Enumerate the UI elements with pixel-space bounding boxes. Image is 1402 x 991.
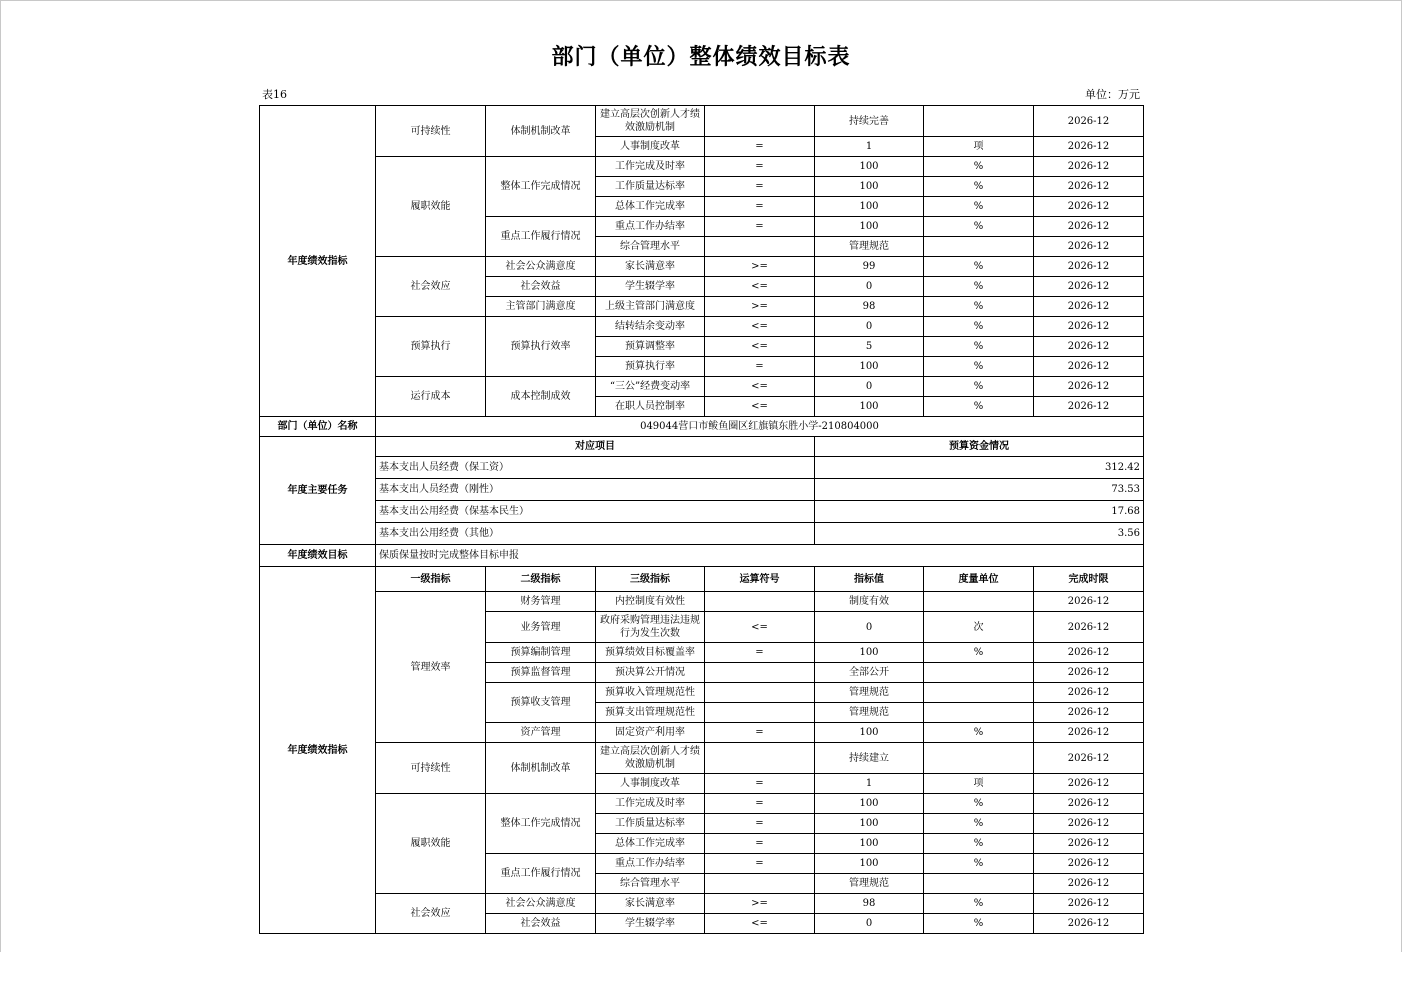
value-cell: 100: [815, 217, 924, 237]
l3-cell: 工作完成及时率: [596, 157, 705, 177]
l1-cell: 预算执行: [376, 317, 486, 377]
value-cell: 管理规范: [815, 874, 924, 894]
unit-cell: %: [924, 643, 1034, 663]
l3-cell: 人事制度改革: [596, 137, 705, 157]
deadline-cell: 2026-12: [1034, 317, 1144, 337]
unit-cell: %: [924, 377, 1034, 397]
task-name: 基本支出人员经费（保工资）: [376, 457, 815, 479]
unit-cell: %: [924, 794, 1034, 814]
row-label-annual-tasks: 年度主要任务: [260, 437, 376, 545]
row-label-annual-indicators: 年度绩效指标: [260, 106, 376, 417]
l2-cell: 财务管理: [486, 592, 596, 612]
task-amount: 17.68: [815, 501, 1144, 523]
table-row: [260, 417, 1144, 437]
task-name: 基本支出人员经费（刚性）: [376, 479, 815, 501]
op-cell: =: [705, 794, 815, 814]
deadline-cell: 2026-12: [1034, 157, 1144, 177]
table-row: [260, 794, 1144, 814]
deadline-cell: 2026-12: [1034, 814, 1144, 834]
table-row: [260, 545, 1144, 567]
deadline-cell: 2026-12: [1034, 277, 1144, 297]
header-l3: 三级指标: [596, 567, 705, 592]
l2-cell: 重点工作履行情况: [486, 217, 596, 257]
value-cell: 100: [815, 834, 924, 854]
l2-cell: 社会公众满意度: [486, 257, 596, 277]
deadline-cell: 2026-12: [1034, 894, 1144, 914]
value-cell: 100: [815, 643, 924, 663]
unit-cell: 项: [924, 774, 1034, 794]
unit-cell: %: [924, 297, 1034, 317]
op-cell: <=: [705, 397, 815, 417]
page-title: 部门（单位）整体绩效目标表: [551, 45, 851, 70]
header-deadline: 完成时限: [1034, 567, 1144, 592]
task-header-project: 对应项目: [376, 437, 815, 457]
l3-cell: 综合管理水平: [596, 874, 705, 894]
goal-text: 保质保量按时完成整体目标申报: [376, 545, 1144, 567]
unit-cell: %: [924, 217, 1034, 237]
unit-cell: [924, 592, 1034, 612]
op-cell: =: [705, 814, 815, 834]
l3-cell: 工作质量达标率: [596, 177, 705, 197]
l2-cell: 整体工作完成情况: [486, 157, 596, 217]
deadline-cell: 2026-12: [1034, 794, 1144, 814]
value-cell: 5: [815, 337, 924, 357]
row-label-annual-indicators: 年度绩效指标: [260, 567, 376, 934]
value-cell: 1: [815, 137, 924, 157]
table-row: [260, 106, 1144, 137]
deadline-cell: 2026-12: [1034, 337, 1144, 357]
table-row: [260, 457, 1144, 479]
unit-cell: [924, 663, 1034, 683]
unit-cell: %: [924, 814, 1034, 834]
unit-cell: [924, 237, 1034, 257]
value-cell: 98: [815, 894, 924, 914]
value-cell: 100: [815, 157, 924, 177]
performance-table: [259, 105, 1144, 934]
op-cell: =: [705, 774, 815, 794]
unit-cell: 项: [924, 137, 1034, 157]
deadline-cell: 2026-12: [1034, 643, 1144, 663]
table-row: [260, 377, 1144, 397]
row-label-annual-goal: 年度绩效目标: [260, 545, 376, 567]
l2-cell: 预算收支管理: [486, 683, 596, 723]
op-cell: =: [705, 834, 815, 854]
deadline-cell: 2026-12: [1034, 834, 1144, 854]
unit-label: 单位：万元: [1085, 88, 1140, 101]
op-cell: =: [705, 177, 815, 197]
l2-cell: 整体工作完成情况: [486, 794, 596, 854]
unit-cell: [924, 703, 1034, 723]
table-row: [260, 743, 1144, 774]
l3-cell: 总体工作完成率: [596, 197, 705, 217]
op-cell: [705, 592, 815, 612]
op-cell: [705, 237, 815, 257]
l2-cell: 资产管理: [486, 723, 596, 743]
l3-cell: 学生辍学率: [596, 277, 705, 297]
value-cell: 98: [815, 297, 924, 317]
op-cell: =: [705, 723, 815, 743]
op-cell: =: [705, 357, 815, 377]
unit-cell: %: [924, 397, 1034, 417]
l3-cell: “三公”经费变动率: [596, 377, 705, 397]
deadline-cell: 2026-12: [1034, 683, 1144, 703]
op-cell: [705, 743, 815, 774]
l3-cell: 家长满意率: [596, 894, 705, 914]
task-name: 基本支出公用经费（其他）: [376, 523, 815, 545]
unit-cell: %: [924, 357, 1034, 377]
l2-cell: 主管部门满意度: [486, 297, 596, 317]
value-cell: 0: [815, 612, 924, 643]
deadline-cell: 2026-12: [1034, 177, 1144, 197]
unit-cell: [924, 106, 1034, 137]
l2-cell: 社会公众满意度: [486, 894, 596, 914]
deadline-cell: 2026-12: [1034, 723, 1144, 743]
unit-cell: %: [924, 723, 1034, 743]
l3-cell: 总体工作完成率: [596, 834, 705, 854]
l3-cell: 重点工作办结率: [596, 217, 705, 237]
unit-cell: %: [924, 257, 1034, 277]
op-cell: =: [705, 854, 815, 874]
value-cell: 99: [815, 257, 924, 277]
l3-cell: 预算调整率: [596, 337, 705, 357]
page-cutoff: [0, 952, 1402, 991]
task-amount: 73.53: [815, 479, 1144, 501]
l3-cell: 家长满意率: [596, 257, 705, 277]
value-cell: 全部公开: [815, 663, 924, 683]
task-header-budget: 预算资金情况: [815, 437, 1144, 457]
deadline-cell: 2026-12: [1034, 397, 1144, 417]
l3-cell: 在职人员控制率: [596, 397, 705, 417]
l3-cell: 内控制度有效性: [596, 592, 705, 612]
deadline-cell: 2026-12: [1034, 257, 1144, 277]
op-cell: <=: [705, 377, 815, 397]
unit-cell: %: [924, 157, 1034, 177]
table-row: [260, 567, 1144, 592]
value-cell: 100: [815, 197, 924, 217]
value-cell: 0: [815, 277, 924, 297]
l2-cell: 体制机制改革: [486, 743, 596, 794]
unit-cell: [924, 743, 1034, 774]
table-row: [260, 523, 1144, 545]
op-cell: [705, 703, 815, 723]
row-label-dept-name: 部门（单位）名称: [260, 417, 376, 437]
l2-cell: 成本控制成效: [486, 377, 596, 417]
value-cell: 1: [815, 774, 924, 794]
op-cell: >=: [705, 297, 815, 317]
value-cell: 持续完善: [815, 106, 924, 137]
op-cell: =: [705, 157, 815, 177]
l1-cell: 运行成本: [376, 377, 486, 417]
value-cell: 管理规范: [815, 237, 924, 257]
l3-cell: 预算绩效目标覆盖率: [596, 643, 705, 663]
l3-cell: 建立高层次创新人才绩效激励机制: [596, 743, 705, 774]
header-value: 指标值: [815, 567, 924, 592]
op-cell: [705, 683, 815, 703]
op-cell: [705, 874, 815, 894]
table-row: [260, 501, 1144, 523]
value-cell: 管理规范: [815, 683, 924, 703]
l2-cell: 预算编制管理: [486, 643, 596, 663]
l3-cell: 工作完成及时率: [596, 794, 705, 814]
l1-cell: 履职效能: [376, 157, 486, 257]
unit-cell: %: [924, 197, 1034, 217]
op-cell: <=: [705, 317, 815, 337]
l2-cell: 业务管理: [486, 612, 596, 643]
deadline-cell: 2026-12: [1034, 663, 1144, 683]
task-name: 基本支出公用经费（保基本民生）: [376, 501, 815, 523]
unit-cell: %: [924, 317, 1034, 337]
deadline-cell: 2026-12: [1034, 217, 1144, 237]
l3-cell: 综合管理水平: [596, 237, 705, 257]
l3-cell: 工作质量达标率: [596, 814, 705, 834]
value-cell: 制度有效: [815, 592, 924, 612]
l1-cell: 履职效能: [376, 794, 486, 894]
deadline-cell: 2026-12: [1034, 137, 1144, 157]
l2-cell: 预算监督管理: [486, 663, 596, 683]
deadline-cell: 2026-12: [1034, 377, 1144, 397]
dept-name-value: 049044营口市鲅鱼圈区红旗镇东胜小学-210804000: [376, 417, 1144, 437]
table-row: [260, 257, 1144, 277]
header-unit: 度量单位: [924, 567, 1034, 592]
op-cell: =: [705, 643, 815, 663]
op-cell: >=: [705, 257, 815, 277]
op-cell: <=: [705, 337, 815, 357]
deadline-cell: 2026-12: [1034, 703, 1144, 723]
l2-cell: 社会效益: [486, 914, 596, 934]
l3-cell: 上级主管部门满意度: [596, 297, 705, 317]
l3-cell: 预算执行率: [596, 357, 705, 377]
l1-cell: 管理效率: [376, 592, 486, 743]
value-cell: 0: [815, 377, 924, 397]
value-cell: 100: [815, 177, 924, 197]
value-cell: 0: [815, 914, 924, 934]
deadline-cell: 2026-12: [1034, 357, 1144, 377]
value-cell: 持续建立: [815, 743, 924, 774]
value-cell: 100: [815, 814, 924, 834]
l1-cell: 可持续性: [376, 743, 486, 794]
deadline-cell: 2026-12: [1034, 237, 1144, 257]
unit-cell: [924, 683, 1034, 703]
l3-cell: 建立高层次创新人才绩效激励机制: [596, 106, 705, 137]
l1-cell: 社会效应: [376, 894, 486, 934]
table-row: [260, 317, 1144, 337]
table-row: [260, 437, 1144, 457]
l3-cell: 学生辍学率: [596, 914, 705, 934]
op-cell: [705, 106, 815, 137]
unit-cell: %: [924, 894, 1034, 914]
op-cell: <=: [705, 914, 815, 934]
unit-cell: %: [924, 337, 1034, 357]
deadline-cell: 2026-12: [1034, 297, 1144, 317]
deadline-cell: 2026-12: [1034, 106, 1144, 137]
table-row: [260, 157, 1144, 177]
value-cell: 0: [815, 317, 924, 337]
deadline-cell: 2026-12: [1034, 743, 1144, 774]
l3-cell: 固定资产利用率: [596, 723, 705, 743]
op-cell: <=: [705, 612, 815, 643]
value-cell: 100: [815, 397, 924, 417]
unit-cell: [924, 874, 1034, 894]
op-cell: =: [705, 217, 815, 237]
table-row: [260, 592, 1144, 612]
op-cell: =: [705, 137, 815, 157]
value-cell: 100: [815, 723, 924, 743]
task-amount: 3.56: [815, 523, 1144, 545]
deadline-cell: 2026-12: [1034, 612, 1144, 643]
op-cell: <=: [705, 277, 815, 297]
l3-cell: 预算收入管理规范性: [596, 683, 705, 703]
table-number: 表16: [262, 88, 287, 101]
deadline-cell: 2026-12: [1034, 592, 1144, 612]
deadline-cell: 2026-12: [1034, 774, 1144, 794]
unit-cell: %: [924, 277, 1034, 297]
unit-cell: 次: [924, 612, 1034, 643]
op-cell: [705, 663, 815, 683]
value-cell: 100: [815, 854, 924, 874]
l1-cell: 可持续性: [376, 106, 486, 157]
unit-cell: %: [924, 854, 1034, 874]
l2-cell: 重点工作履行情况: [486, 854, 596, 894]
table-row: [260, 479, 1144, 501]
op-cell: =: [705, 197, 815, 217]
task-amount: 312.42: [815, 457, 1144, 479]
value-cell: 100: [815, 794, 924, 814]
header-op: 运算符号: [705, 567, 815, 592]
unit-cell: %: [924, 177, 1034, 197]
l3-cell: 人事制度改革: [596, 774, 705, 794]
l2-cell: 社会效益: [486, 277, 596, 297]
unit-cell: %: [924, 834, 1034, 854]
value-cell: 管理规范: [815, 703, 924, 723]
l2-cell: 体制机制改革: [486, 106, 596, 157]
deadline-cell: 2026-12: [1034, 874, 1144, 894]
l2-cell: 预算执行效率: [486, 317, 596, 377]
l3-cell: 重点工作办结率: [596, 854, 705, 874]
l1-cell: 社会效应: [376, 257, 486, 317]
deadline-cell: 2026-12: [1034, 854, 1144, 874]
header-l2: 二级指标: [486, 567, 596, 592]
l3-cell: 预决算公开情况: [596, 663, 705, 683]
unit-cell: %: [924, 914, 1034, 934]
l3-cell: 政府采购管理违法违规行为发生次数: [596, 612, 705, 643]
table-row: [260, 894, 1144, 914]
header-l1: 一级指标: [376, 567, 486, 592]
value-cell: 100: [815, 357, 924, 377]
op-cell: >=: [705, 894, 815, 914]
deadline-cell: 2026-12: [1034, 197, 1144, 217]
l3-cell: 预算支出管理规范性: [596, 703, 705, 723]
l3-cell: 结转结余变动率: [596, 317, 705, 337]
deadline-cell: 2026-12: [1034, 914, 1144, 934]
